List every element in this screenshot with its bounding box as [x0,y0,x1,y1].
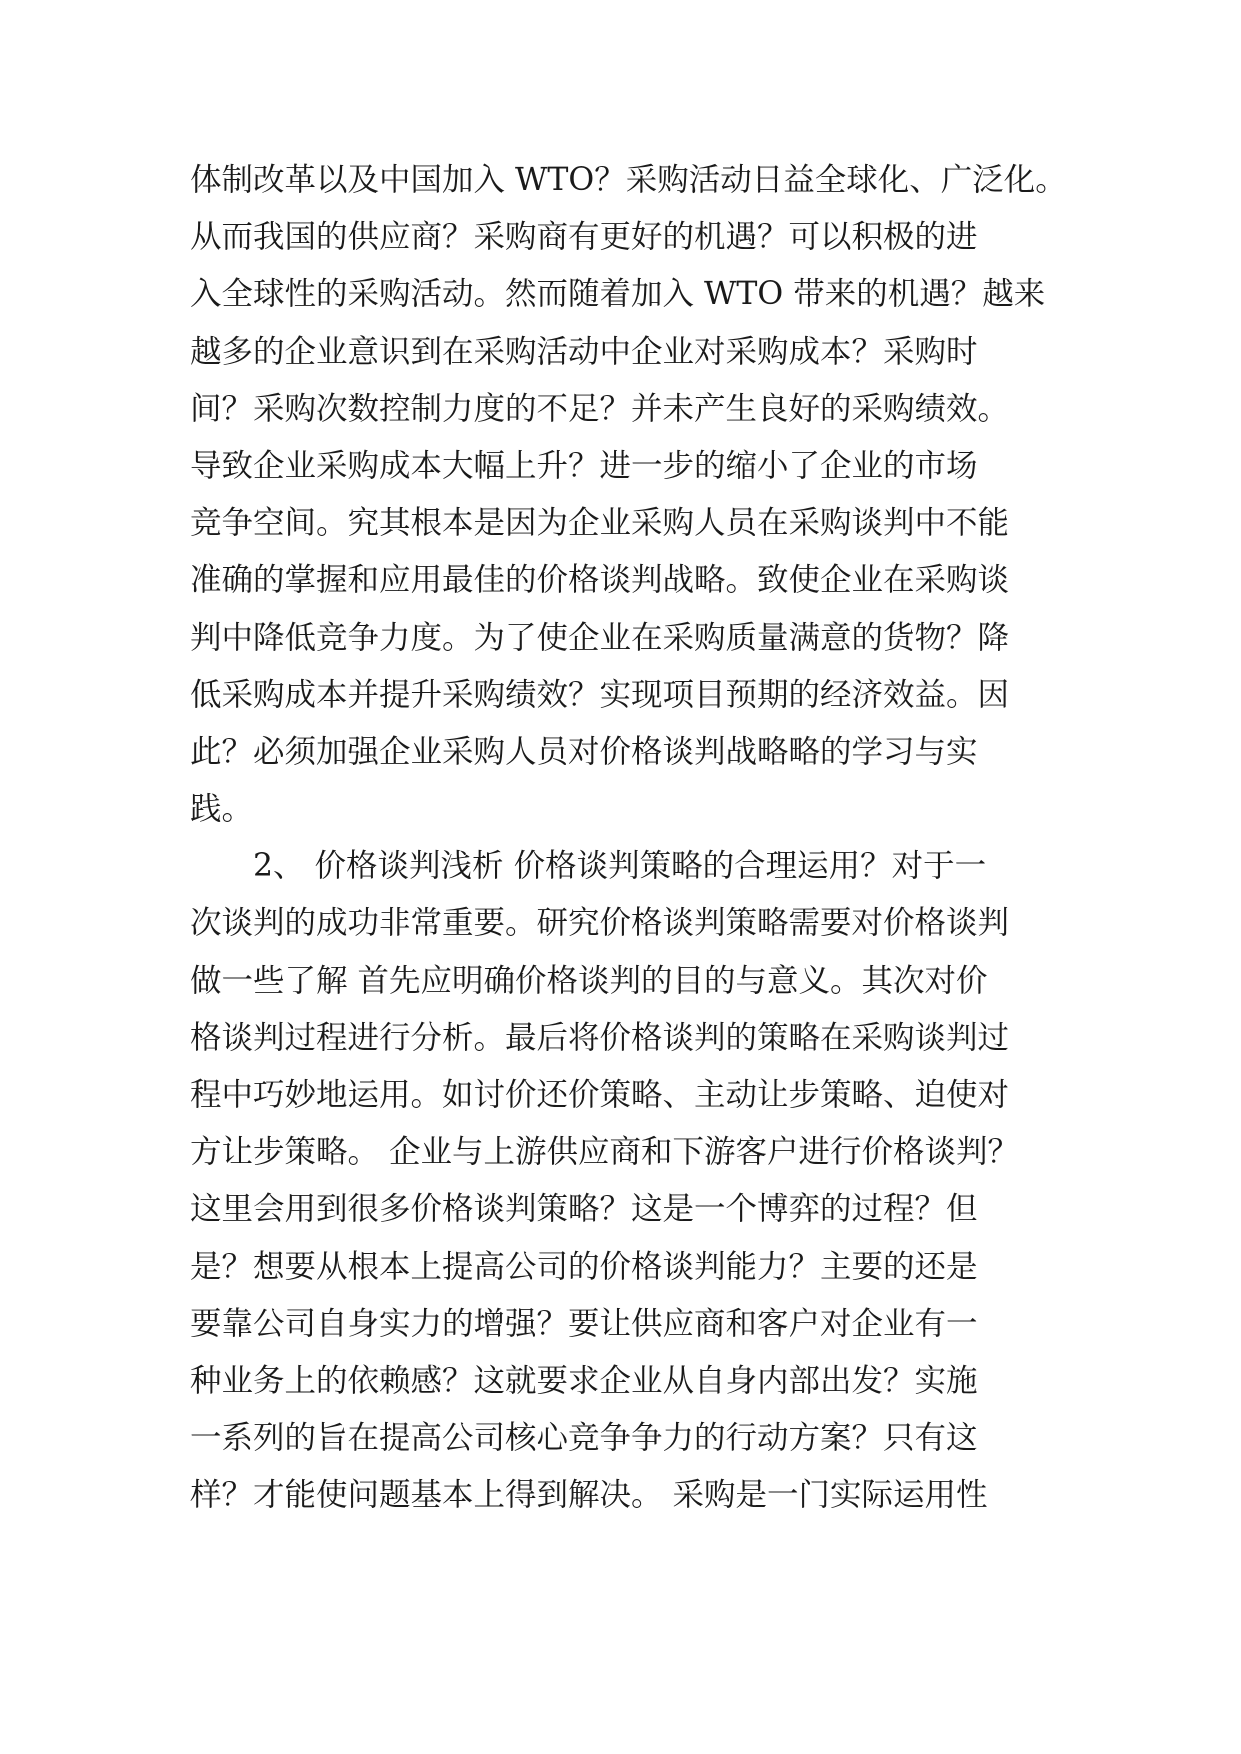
text-line: 导致企业采购成本大幅上升？进一步的缩小了企业的市场 [190,447,978,484]
text-line: 间？采购次数控制力度的不足？并未产生良好的采购绩效。 [190,390,1010,427]
text-line: 做一些了解 首先应明确价格谈判的目的与意义。其次对价 [190,962,988,999]
text-line: 程中巧妙地运用。如讨价还价策略、主动让步策略、迫使对 [190,1077,1010,1113]
text-line: 格谈判过程进行分析。最后将价格谈判的策略在采购谈判过 [190,1019,1010,1056]
text-line: 是？想要从根本上提高公司的价格谈判能力？主要的还是 [190,1248,978,1285]
text-line: 低采购成本并提升采购绩效？实现项目预期的经济效益。因 [190,676,1010,713]
text-line: 从而我国的供应商？采购商有更好的机遇？可以积极的进 [190,219,978,256]
text-line: 准确的掌握和应用最佳的价格谈判战略。致使企业在采购谈 [190,562,1010,599]
text-line: 此？必须加强企业采购人员对价格谈判战略略的学习与实 [190,733,978,770]
text-line: 方让步策略。 企业与上游供应商和下游客户进行价格谈判？ [190,1134,1020,1171]
text-line: 判中降低竞争力度。为了使企业在采购质量满意的货物？降 [190,619,1010,656]
text-line: 种业务上的依赖感？这就要求企业从自身内部出发？实施 [190,1362,978,1399]
text-line: 竞争空间。究其根本是因为企业采购人员在采购谈判中不能 [190,505,1010,542]
body-text [190,152,1070,1525]
text-line: 一系列的旨在提高公司核心竞争争力的行动方案？只有这 [190,1420,978,1457]
text-line: 样？才能使问题基本上得到解决。 采购是一门实际运用性 [190,1477,988,1514]
text-line: 这里会用到很多价格谈判策略？这是一个博弈的过程？但 [190,1191,978,1228]
text-line: 要靠公司自身实力的增强？要让供应商和客户对企业有一 [190,1305,978,1342]
text-line: 越多的企业意识到在采购活动中企业对采购成本？采购时 [190,333,978,370]
section-heading-line: 2、 价格谈判浅析 价格谈判策略的合理运用？对于一 [190,848,987,885]
text-line: 次谈判的成功非常重要。研究价格谈判策略需要对价格谈判 [190,905,1010,942]
text-line: 入全球性的采购活动。然而随着加入 WTO 带来的机遇？越来 [190,276,1046,313]
text-line: 体制改革以及中国加入 WTO？采购活动日益全球化、广泛化。 [190,162,1067,198]
text-line: 践。 [190,791,254,828]
